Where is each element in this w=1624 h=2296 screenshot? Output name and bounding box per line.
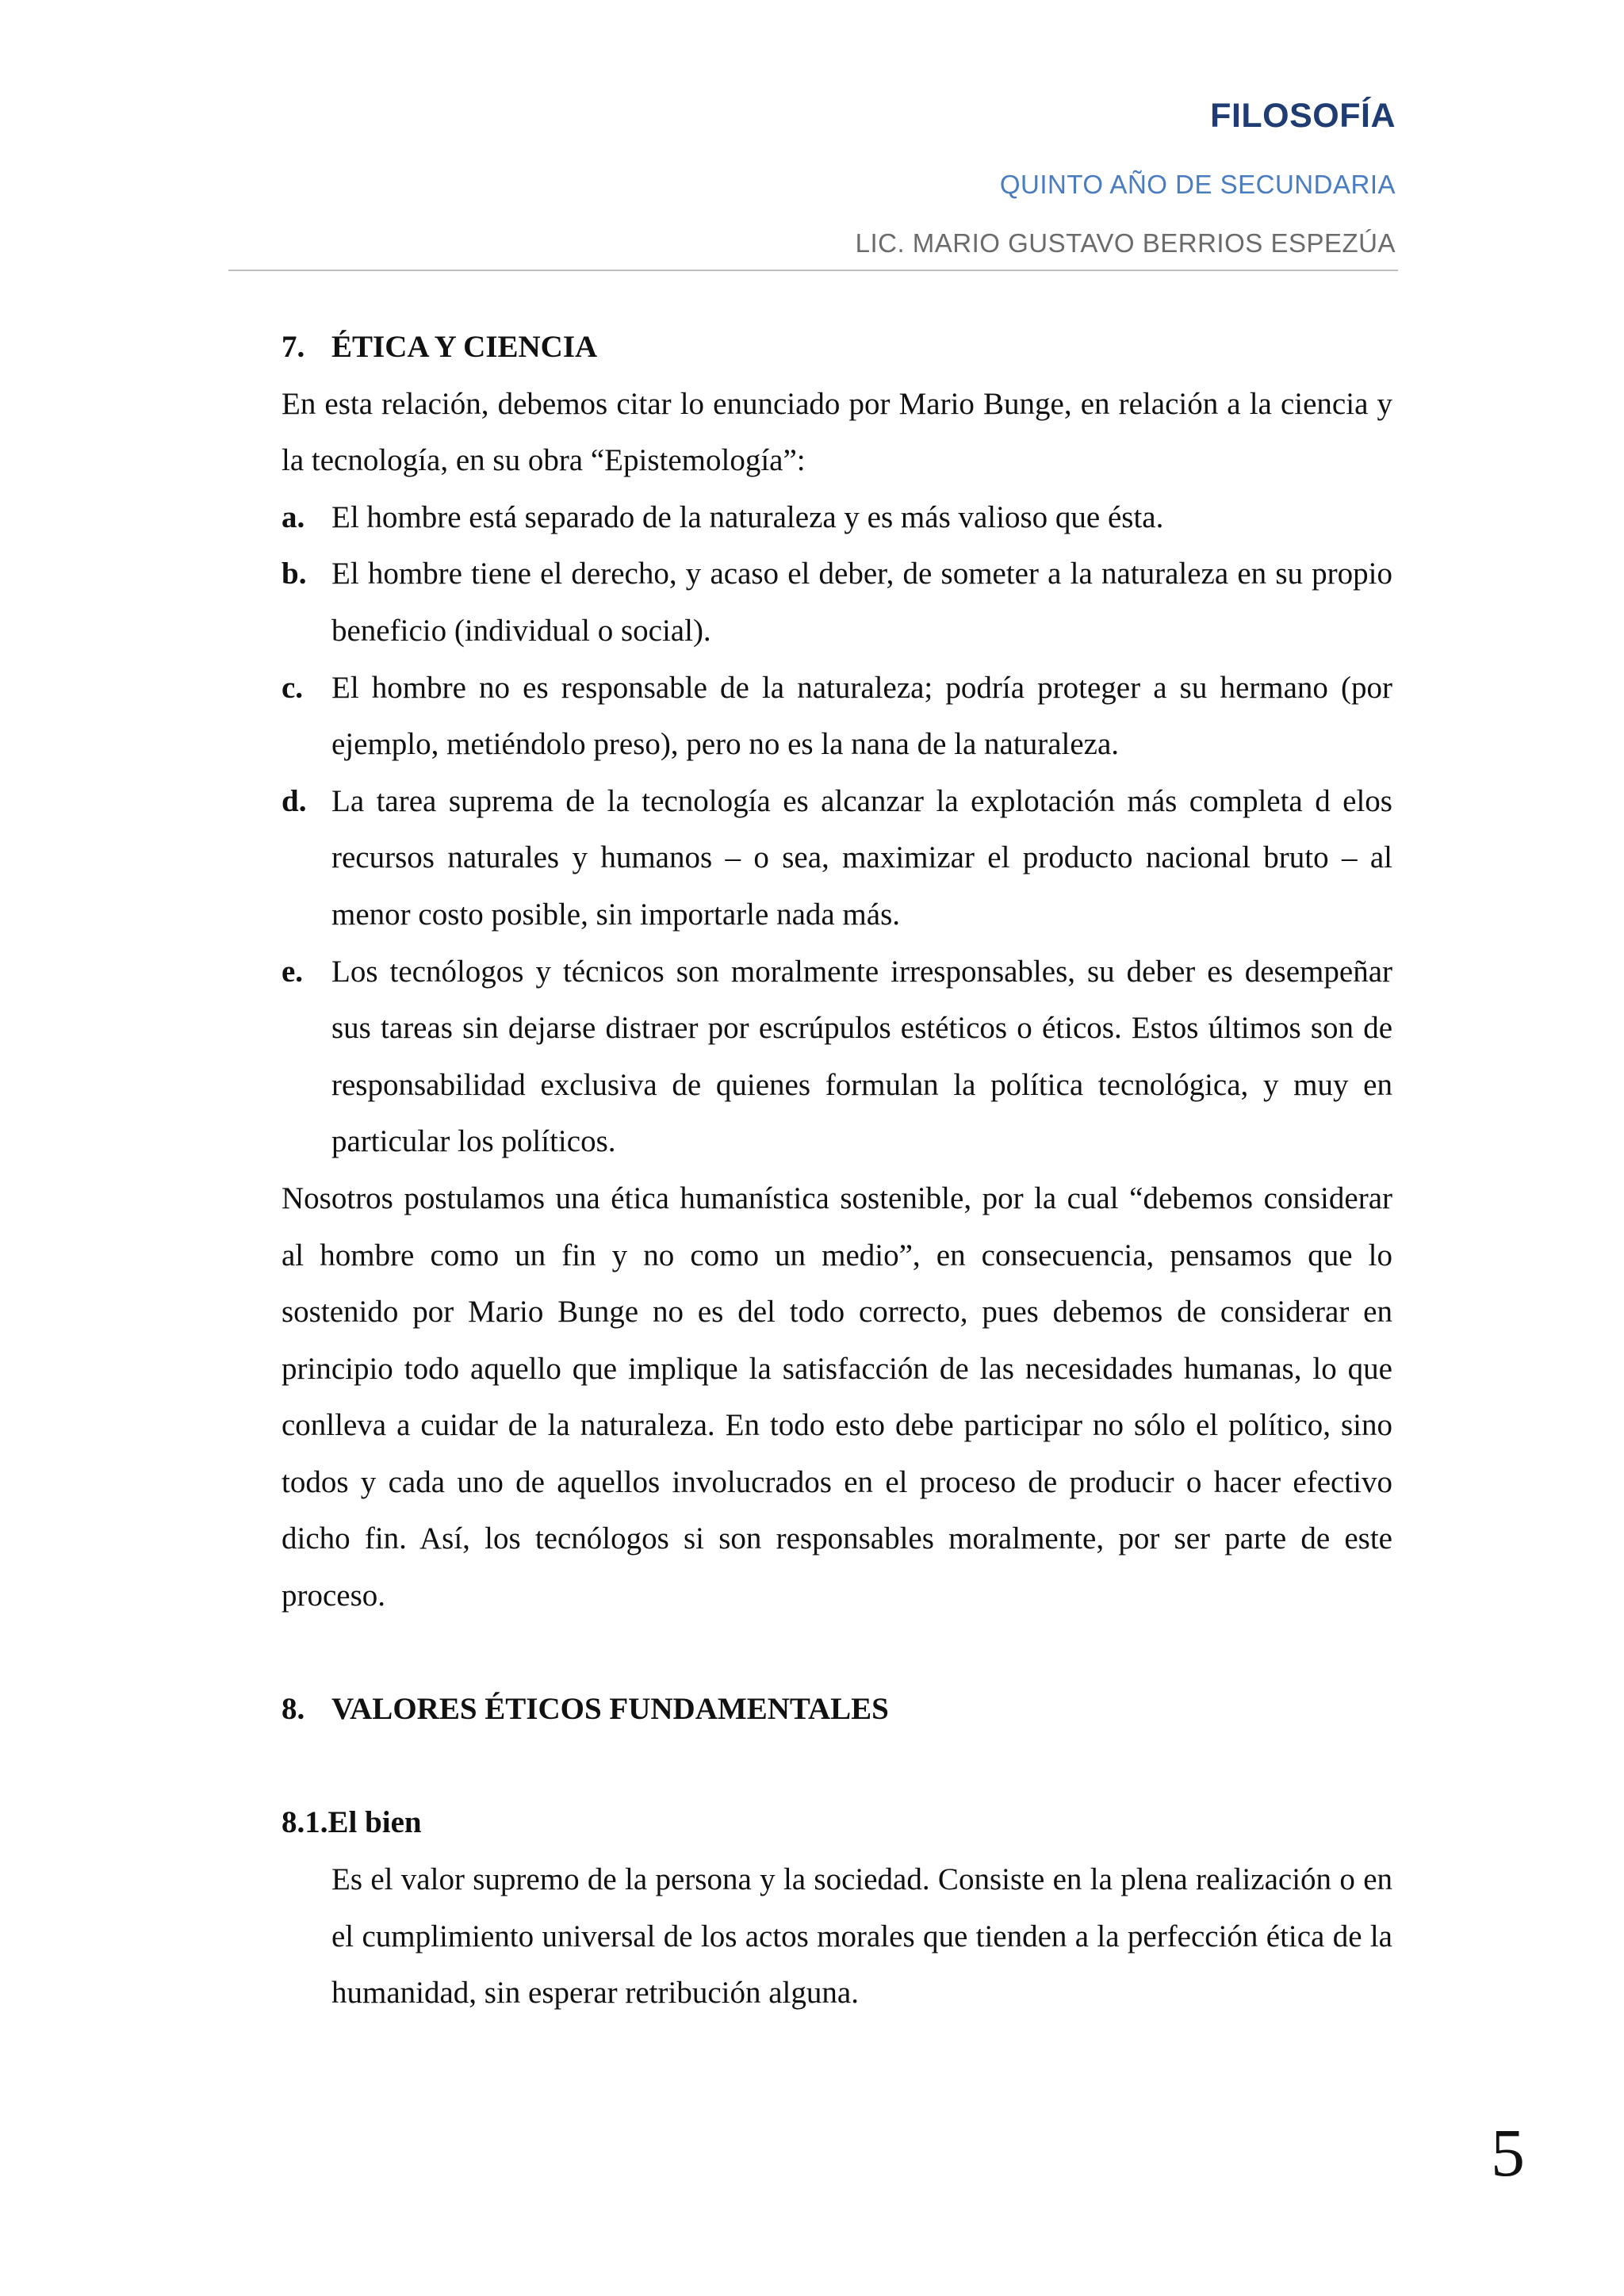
list-item <box>282 545 1392 659</box>
page-body <box>282 319 1392 2022</box>
list-marker: d. <box>282 783 307 818</box>
section-7-closing: Nosotros postulamos una ética humanística sostenible, por la cual “debemos considerar al hombre como un fin y no como un medio”, en consecuencia, pensamos que lo sostenido por Mario Bunge no es del todo correcto, pues debemos de considerar en principio todo aquello que implique la satisfacción de las necesidades humanas, lo que conlleva a cuidar de la naturaleza. En todo esto debe participar no sólo el político, sino todos y cada uno de aquellos involucrados en el proceso de producir o hacer efectivo dicho fin. Así, los tecnólogos si son responsables moralmente, por ser parte de este proceso. <box>282 1181 1392 1613</box>
list-item <box>282 943 1392 1170</box>
list-item <box>282 489 1392 546</box>
list-marker: a. <box>282 499 305 534</box>
section-8-title: VALORES ÉTICOS FUNDAMENTALES <box>331 1692 889 1727</box>
spacer <box>282 1738 1392 1795</box>
section-7-title: ÉTICA Y CIENCIA <box>331 330 598 364</box>
header-title: FILOSOFÍA <box>1210 97 1396 135</box>
page-number: 5 <box>1491 2114 1525 2191</box>
list-item-text: El hombre está separado de la naturaleza y es más valioso que ésta. <box>331 499 1164 534</box>
subsection-8-1-text: Es el valor supremo de la persona y la sociedad. Consiste en la plena realización o en el cumplimiento universal de los actos morales que tienden a la perfección ética de la humanidad, sin esperar retribución alguna. <box>331 1862 1392 2011</box>
section-7-number: 7. <box>282 330 305 364</box>
list-item-text: Los tecnólogos y técnicos son moralmente irresponsables, su deber es desempeñar sus tareas sin dejarse distraer por escrúpulos estéticos o éticos. Estos últimos son de responsabilidad exclusiva de quienes formulan la política tecnológica, y muy en particular los políticos. <box>331 954 1392 1159</box>
section-8-heading <box>282 1681 1392 1738</box>
bunge-list <box>282 489 1392 1170</box>
list-item-text: El hombre no es responsable de la naturaleza; podría proteger a su hermano (por ejemplo, metiéndolo preso), pero no es la nana de la naturaleza. <box>331 670 1392 762</box>
list-marker: b. <box>282 557 307 591</box>
list-item <box>282 773 1392 943</box>
list-marker: e. <box>282 954 304 989</box>
header-author: LIC. MARIO GUSTAVO BERRIOS ESPEZÚA <box>855 228 1396 258</box>
subsection-8-1-title: 8.1.El bien <box>282 1805 422 1840</box>
list-item-text: El hombre tiene el derecho, y acaso el deber, de someter a la naturaleza en su propio beneficio (individual o social). <box>331 557 1392 648</box>
section-7-intro: En esta relación, debemos citar lo enunciado por Mario Bunge, en relación a la ciencia y la tecnología, en su obra “Epistemología”: <box>282 386 1392 478</box>
list-item-text: La tarea suprema de la tecnología es alcanzar la explotación más completa d elos recursos naturales y humanos – o sea, maximizar el producto nacional bruto – al menor costo posible, sin importarle nada más. <box>331 783 1392 932</box>
list-item <box>282 660 1392 773</box>
list-marker: c. <box>282 670 304 705</box>
header-divider <box>228 270 1398 271</box>
spacer <box>282 1624 1392 1682</box>
header-grade: QUINTO AÑO DE SECUNDARIA <box>999 170 1396 199</box>
section-7-heading <box>282 319 1392 376</box>
section-8-number: 8. <box>282 1692 305 1727</box>
